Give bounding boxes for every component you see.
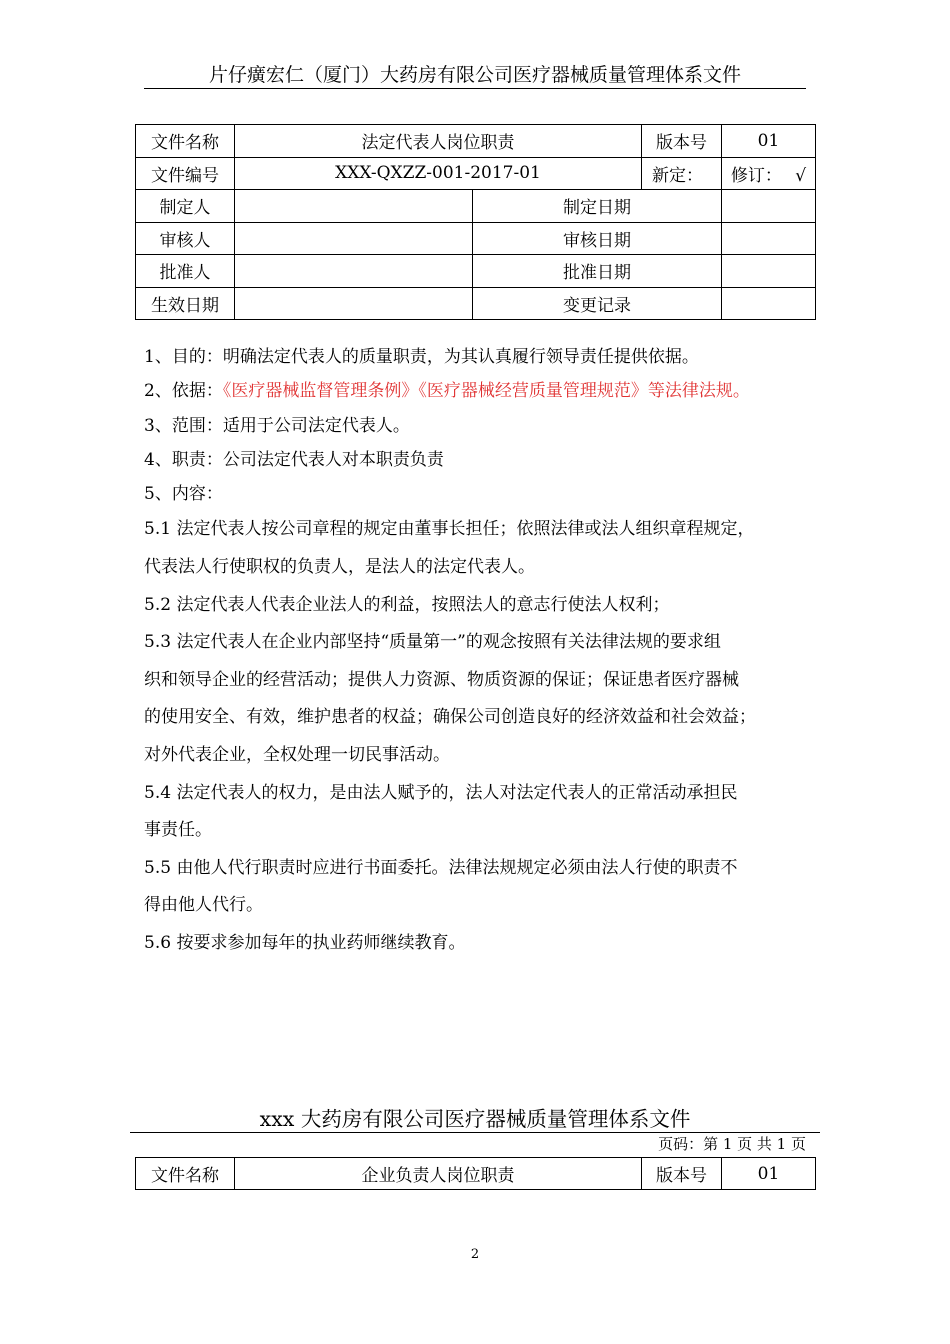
- responsibility-paragraph: 4、职责：公司法定代表人对本职责负责: [144, 449, 444, 470]
- page-header-title: 片仔癀宏仁（厦门）大药房有限公司医疗器械质量管理体系文件: [208, 64, 741, 86]
- clause-5-3-line-3: 的使用安全、有效，维护患者的权益；确保公司创造良好的经济效益和社会效益；: [144, 707, 756, 728]
- approve-date-value: [722, 255, 816, 288]
- document-info-table: [135, 124, 816, 320]
- maker-label: 制定人: [136, 190, 235, 223]
- table-row: [136, 287, 816, 320]
- table-row: [136, 255, 816, 288]
- clause-5-3-line-1: 5.3 法定代表人在企业内部坚持“质量第一”的观念按照有关法律法规的要求组: [144, 632, 721, 653]
- file-name-value: 法定代表人岗位职责: [235, 125, 642, 158]
- revise-label: 修订：: [730, 165, 782, 186]
- effective-date-value: [235, 287, 473, 320]
- basis-paragraph: [144, 374, 816, 408]
- basis-prefix: 2、依据：: [144, 381, 223, 402]
- change-record-value: [722, 287, 816, 320]
- scope-paragraph: 3、范围：适用于公司法定代表人。: [144, 415, 410, 436]
- clause-5-5-line-1: 5.5 由他人代行职责时应进行书面委托。法律法规规定必须由法人行使的职责不: [144, 857, 738, 878]
- table-row: [136, 1158, 816, 1190]
- page-count: 页码：第 1 页 共 1 页: [658, 1135, 806, 1153]
- effective-date-label: 生效日期: [136, 287, 235, 320]
- next-page-header-title: xxx 大药房有限公司医疗器械质量管理体系文件: [259, 1107, 691, 1131]
- revise-check-mark: √: [795, 165, 807, 186]
- new-label: 新定：: [642, 157, 722, 190]
- clause-5-1-line-2: 代表法人行使职权的负责人，是法人的法定代表人。: [144, 557, 535, 578]
- approver-label: 批准人: [136, 255, 235, 288]
- file-name-label: 文件名称: [136, 1158, 235, 1190]
- content-heading: 5、内容：: [144, 484, 223, 505]
- make-date-value: [722, 190, 816, 223]
- basis-regulations: 《医疗器械监督管理条例》《医疗器械经营质量管理规范》等法律法规。: [222, 381, 750, 402]
- review-date-label: 审核日期: [473, 222, 722, 255]
- purpose-paragraph: 1、目的：明确法定代表人的质量职责，为其认真履行领导责任提供依据。: [144, 347, 699, 367]
- clause-5-4-line-2: 事责任。: [144, 820, 212, 841]
- table-row: [136, 222, 816, 255]
- clause-5-6: 5.6 按要求参加每年的执业药师继续教育。: [144, 933, 466, 954]
- table-row: [136, 125, 816, 158]
- clause-5-1-line-1: 5.1 法定代表人按公司章程的规定由董事长担任；依照法律或法人组织章程规定，: [144, 519, 755, 540]
- revise-cell: [722, 157, 816, 190]
- file-name-label: 文件名称: [136, 125, 235, 158]
- next-page-info-table: [135, 1157, 816, 1190]
- approver-value: [235, 255, 473, 288]
- document-body: [144, 340, 816, 963]
- page-number: 2: [470, 1247, 480, 1262]
- review-date-value: [722, 222, 816, 255]
- change-record-label: 变更记录: [473, 287, 722, 320]
- clause-5-3-line-2: 织和领导企业的经营活动；提供人力资源、物质资源的保证；保证患者医疗器械: [144, 669, 739, 690]
- file-name-value: 企业负责人岗位职责: [235, 1158, 642, 1190]
- clause-5-4-line-1: 5.4 法定代表人的权力，是由法人赋予的，法人对法定代表人的正常活动承担民: [144, 782, 738, 803]
- table-row: [136, 157, 816, 190]
- file-no-label: 文件编号: [136, 157, 235, 190]
- header-rule: [144, 88, 806, 89]
- version-value: 01: [722, 125, 816, 158]
- version-value: 01: [722, 1158, 816, 1190]
- approve-date-label: 批准日期: [473, 255, 722, 288]
- clause-5-5-line-2: 得由他人代行。: [144, 895, 263, 916]
- maker-value: [235, 190, 473, 223]
- clause-5-2: 5.2 法定代表人代表企业法人的利益，按照法人的意志行使法人权利；: [144, 594, 670, 615]
- make-date-label: 制定日期: [473, 190, 722, 223]
- version-label: 版本号: [642, 1158, 722, 1190]
- version-label: 版本号: [642, 125, 722, 158]
- reviewer-label: 审核人: [136, 222, 235, 255]
- table-row: [136, 190, 816, 223]
- reviewer-value: [235, 222, 473, 255]
- clause-5-3-line-4: 对外代表企业，全权处理一切民事活动。: [144, 745, 450, 766]
- file-no-value: XXX-QXZZ-001-2017-01: [235, 157, 642, 190]
